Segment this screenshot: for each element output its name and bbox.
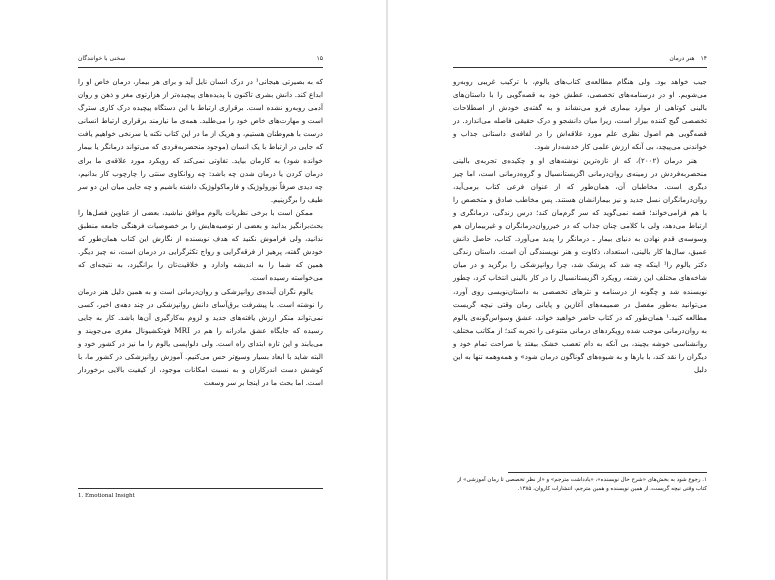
left-page	[0, 0, 387, 580]
paragraph: که به بصیرتی هیجانی¹ در درک انسان نایل آید و برای هر بیمار، درمان خاص او را ابداع کند. دانش بشری تاکنون با پدیده‌های پیچیده‌تر از هزارتوی مغز و ذهن و روان آدمی روبه‌رو نشده است. برقراری ارتباط با این دستگاه پیچیده درک کاری سترگ است و مهارت‌های خاص خود را می‌طلبد. همه‌ی ما نیازمند برقراری ارتباط انسانی درست با هم‌وطنان هستیم، و هریک از ما در این کتاب نکته یا سرنخی خواهیم یافت که جایی در ارتباط با یک انسان (موجود منحصربه‌فردی که می‌تواند درمانگر یا بیمار خوانده شود) به کارمان بیاید. تفاوتی نمی‌کند که رویکرد مورد علاقه‌ی ما برای درمان کردن یا درمان شدن چه باشد: چه روانکاوی سنتی را چارچوب کار بدانیم، چه دیدی صرفاً نورولوژیک و فارماکولوژیک داشته باشیم و چه جایی میان این دو سر طیف را برگزینیم.	[77, 77, 323, 204]
right-page-header	[453, 55, 707, 62]
paragraph: جیب خواهد بود. ولی هنگام مطالعه‌ی کتاب‌های یالوم، با ترکیب غریبی روبه‌رو می‌شویم. او در درسنامه‌های تخصصی، عطش خود به قصه‌گویی را با داستان‌های بالینی کوتاهی از موارد بیماری فرو می‌نشاند و به گفته‌ی خودش از اصطلاحات تخصصی گیج کننده بیزار است، زیرا میان دانشجو و درک حقیقی فاصله می‌اندازد. در قصه‌گویی هم اصول نظری علم مورد علاقه‌اش را در لفافه‌ی داستانی جذاب و خواندنی می‌پیچد، بی آنکه ارزش علمی کار خدشه‌دار شود.	[453, 77, 707, 152]
running-title: هنر درمان	[669, 55, 695, 62]
footnote: ۱. رجوع شود به بخش‌های «شرح حال نویسنده»، «یادداشت مترجم» و «از نظر تخصصی تا رمان آموزشی» از کتاب وقتی نیچه گریست، از همین نویسنده و همین مترجم، انتشارات کاروان، ۱۳۸۵.	[457, 477, 707, 492]
page-number: ۱۵	[316, 55, 323, 62]
header-rule	[78, 67, 323, 68]
header-rule	[453, 67, 707, 68]
footnote-rule	[78, 488, 323, 489]
left-page-body	[78, 75, 323, 389]
page-number: ۱۴	[700, 55, 707, 62]
right-page	[388, 0, 775, 580]
left-page-header	[78, 55, 323, 62]
paragraph: یالوم نگران آینده‌ی روانپزشکی و روان‌درمانی است و به همین دلیل هنر درمان را نوشته است. با پیشرفت برق‌آسای دانش روانپزشکی در چند دهه‌ی اخیر، کسی نمی‌تواند منکر ارزش یافته‌های جدید و لزوم به‌کارگیری آن‌ها باشد. کار به جایی رسیده که جایگاه عشق مادرانه را هم در MRI فوتکشیونال مغزی می‌جویند و می‌یابند و این تازه ابتدای راه است. ولی دلواپسی یالوم را ما نیز در کشور خود و البته شاید با ابعاد بسیار وسیع‌تر حس می‌کنیم. آموزش روانپزشکی در کشور ما، با کوشش دست اندرکاران و به نسبت امکانات موجود، از کیفیت بالایی برخوردار است. اما بحث ما در اینجا بر سر وسعت	[78, 286, 323, 388]
right-page-body	[453, 75, 707, 376]
running-title: سخنی با خوانندگان	[78, 55, 126, 62]
paragraph: هنر درمان (۲۰۰۲)، که از تازه‌ترین نوشته‌های او و چکیده‌ی تجربه‌ی بالینی منحصربه‌فردش در زمینه‌ی روان‌درمانی اگزیستانسیال و گروه‌درمانی است، اما چیز دیگری است. مخاطبان آن، همان‌طور که از عنوان فرعی کتاب برمی‌آید، روان‌درمانگران نسل جدید و نیز بیمارانشان هستند. پس مخاطب صادق و متخصص را با هم فرامی‌خواند؛ قصه نمی‌گوید که سر گرم‌مان کند؛ درس زندگی، درمانگری و ارتباط می‌دهد، ولی با کلامی چنان جذاب که در خیرروان‌درمانگران و غیربیماران هم وسوسه‌ی قدم نهادن به دنیای بیمار ـ درمانگر را پدید می‌آورد. کتاب، حاصل دانش عمیق، سال‌ها کار بالینی، استعداد، ذکاوت و هنر نویسندگی آن است. داستان زندگی دکتر یالوم را¹ اینکه چه شد که پزشک شد، چرا روانپزشکی را برگزید و در میان شاخه‌های مختلف این رشته، رویکرد اگزیستانسیال را در کار بالینی انتخاب کرد، چطور نویسنده شد و چگونه از درسنامه و نثرهای تخصصی به داستان‌نویسی روی آورد، می‌توانید به‌طور مفصل در ضمیمه‌های آغازین و پایانی رمان وقتی نیچه گریست مطالعه کنید.¹ همان‌طور که در کتاب حاضر خواهید خواند، عشق وسواس‌گونه‌ی یالوم به روان‌درمانی موجب شده رویکردهای درمانی متنوعی را تجربه کند؛ از مکاتب مختلف روانشناسی خوشه بچیند، بی آنکه به دام تعصب خشک بیفتد یا صراحت تمام خود و دیگران را نقد کند، با بارها و به شیوه‌های گوناگون درمان شود» و همه‌وهمه تنها به این دلیل	[453, 155, 708, 375]
footnote-rule	[508, 472, 707, 473]
footnote: 1. Emotional Insight	[78, 493, 135, 499]
paragraph: ممکن است با برخی نظریات یالوم موافق نباشید، بعضی از عناوین فصل‌ها را بحث‌برانگیز بدانید و بعضی از توصیه‌هایش را بر خصوصیات فرهنگی جامعه منطبق ندانید، ولی فراموش نکنید که هدف نویسنده از نگارش این کتاب همان‌طور که خودش گفته، پرهیز از فرقه‌گرایی و رواج تکثرگرایی در درمان است، نه چیز دیگر. همین که شما را به اندیشه وادارد و خلاقیت‌تان را برانگیزد، به نتیجه‌ای که می‌خواسته رسیده است.	[78, 207, 323, 283]
